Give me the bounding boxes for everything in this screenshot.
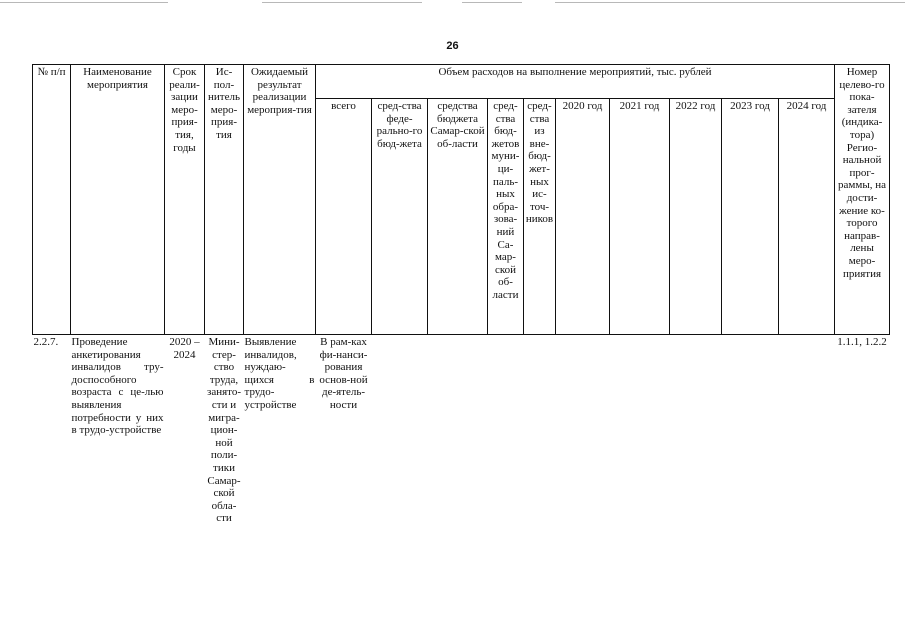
header-year-2022: 2022 год xyxy=(670,99,722,335)
row-executor: Мини-стер-ство труда, занято-сти и мигра-цион-ной поли-тики Самар-ской обла-сти xyxy=(207,336,241,525)
header-period: Срок реали-зации меро-прия-тия, годы xyxy=(165,65,205,335)
header-year-2020: 2020 год xyxy=(556,99,610,335)
header-year-2024: 2024 год xyxy=(779,99,835,335)
row-period: 2020 – 2024 xyxy=(169,336,200,361)
header-extrabudget: сред-ства из вне-бюд-жет-ных ис-точ-ников xyxy=(524,99,556,335)
top-edge-line xyxy=(262,2,422,3)
header-year-2023: 2023 год xyxy=(722,99,779,335)
row-num: 2.2.7. xyxy=(33,336,59,348)
top-edge-line xyxy=(0,2,168,3)
row-2024 xyxy=(779,335,835,526)
header-indicator: Номер целево-го пока-зателя (индика-тора) Регио-нальной прог-раммы, на дости-жение ко-торого направ-лены меро-приятия xyxy=(835,65,890,335)
row-municipal xyxy=(488,335,524,526)
top-edge-line xyxy=(462,2,522,3)
row-name: Проведение анкетирования инвалидов тру-доспособного возраста с це-лью выявления потребности у них в трудо-устройстве xyxy=(71,336,164,437)
header-federal-budget: сред-ства феде-рально-го бюд-жета xyxy=(372,99,428,335)
row-2023 xyxy=(722,335,779,526)
header-name: Наименование мероприятия xyxy=(71,65,165,335)
top-edge-line xyxy=(555,2,905,3)
row-result: Выявление инвалидов, нуждаю-щихся в трудо-устройстве xyxy=(244,336,315,411)
header-municipal-budget: сред-ства бюд-жетов муни-ци-паль-ных обра-зова-ний Са-мар-ской об-ласти xyxy=(488,99,524,335)
header-result: Ожидаемый результат реализации мероприя-тия xyxy=(244,65,316,335)
row-regional xyxy=(428,335,488,526)
table-row xyxy=(33,335,890,526)
header-num: № п/п xyxy=(33,65,71,335)
header-year-2021: 2021 год xyxy=(610,99,670,335)
row-total: В рам-ках фи-нанси-рования основ-ной де-ятель-ности xyxy=(319,336,368,411)
activities-table xyxy=(32,64,890,526)
page-number: 26 xyxy=(446,40,459,52)
row-indicator: 1.1.1, 1.2.2 xyxy=(837,336,887,348)
row-2022 xyxy=(670,335,722,526)
header-total: всего xyxy=(316,99,372,335)
header-regional-budget: средства бюджета Самар-ской об-ласти xyxy=(428,99,488,335)
row-2020 xyxy=(556,335,610,526)
row-2021 xyxy=(610,335,670,526)
header-executor: Ис-пол-нитель меро-прия-тия xyxy=(205,65,244,335)
row-federal xyxy=(372,335,428,526)
header-expenses: Объем расходов на выполнение мероприятий, тыс. рублей xyxy=(316,65,835,99)
row-extrabudget xyxy=(524,335,556,526)
